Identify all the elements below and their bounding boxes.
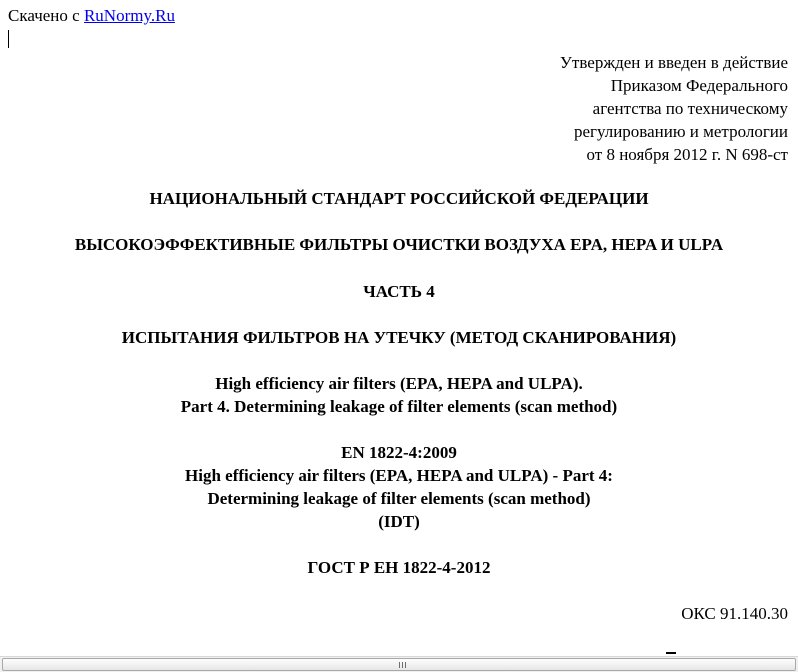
document-title (0, 233, 798, 256)
runormy-link[interactable]: RuNormy.Ru (83, 6, 175, 25)
part-heading (0, 280, 798, 303)
text-cursor (8, 30, 9, 48)
en-reference-line: EN 1822-4:2009 (341, 443, 457, 462)
approval-line: от 8 ноября 2012 г. N 698-ст (586, 145, 788, 164)
national-standard-text: НАЦИОНАЛЬНЫЙ СТАНДАРТ РОССИЙСКОЙ ФЕДЕРАЦИИ (149, 189, 649, 208)
en-reference-line: Determining leakage of filter elements (scan method) (207, 489, 591, 508)
en-reference (0, 441, 798, 533)
english-title (0, 372, 798, 418)
document-subtitle-text: ИСПЫТАНИЯ ФИЛЬТРОВ НА УТЕЧКУ (МЕТОД СКАНИРОВАНИЯ) (121, 328, 677, 347)
horizontal-scrollbar[interactable] (0, 656, 798, 672)
approval-block (388, 51, 788, 166)
approval-line: Утвержден и введен в действие (559, 53, 788, 72)
approval-line: Приказом Федерального (610, 76, 788, 95)
en-reference-line: (IDT) (378, 512, 420, 531)
approval-line: регулированию и метрологии (573, 122, 788, 141)
approval-line: агентства по техническому (592, 99, 788, 118)
source-prefix: Скачено с (8, 6, 80, 25)
national-standard-heading (0, 187, 798, 210)
english-title-line: High efficiency air filters (EPA, HEPA and ULPA). (215, 374, 583, 393)
scrollbar-thumb[interactable] (2, 658, 796, 671)
source-line (8, 5, 175, 27)
part-heading-text: ЧАСТЬ 4 (363, 282, 435, 301)
document-title-text: ВЫСОКОЭФФЕКТИВНЫЕ ФИЛЬТРЫ ОЧИСТКИ ВОЗДУХА EPA, HEPA И ULPA (74, 235, 724, 254)
gost-designation-text: ГОСТ Р ЕН 1822-4-2012 (307, 558, 491, 577)
gost-designation (0, 556, 798, 579)
clipped-text-fragment (666, 649, 680, 656)
document-subtitle (0, 326, 798, 349)
en-reference-line: High efficiency air filters (EPA, HEPA and ULPA) - Part 4: (185, 466, 613, 485)
okc-code: ОКС 91.140.30 (681, 604, 788, 623)
scrollbar-grip-icon (398, 662, 407, 668)
english-title-line: Part 4. Determining leakage of filter elements (scan method) (180, 397, 618, 416)
